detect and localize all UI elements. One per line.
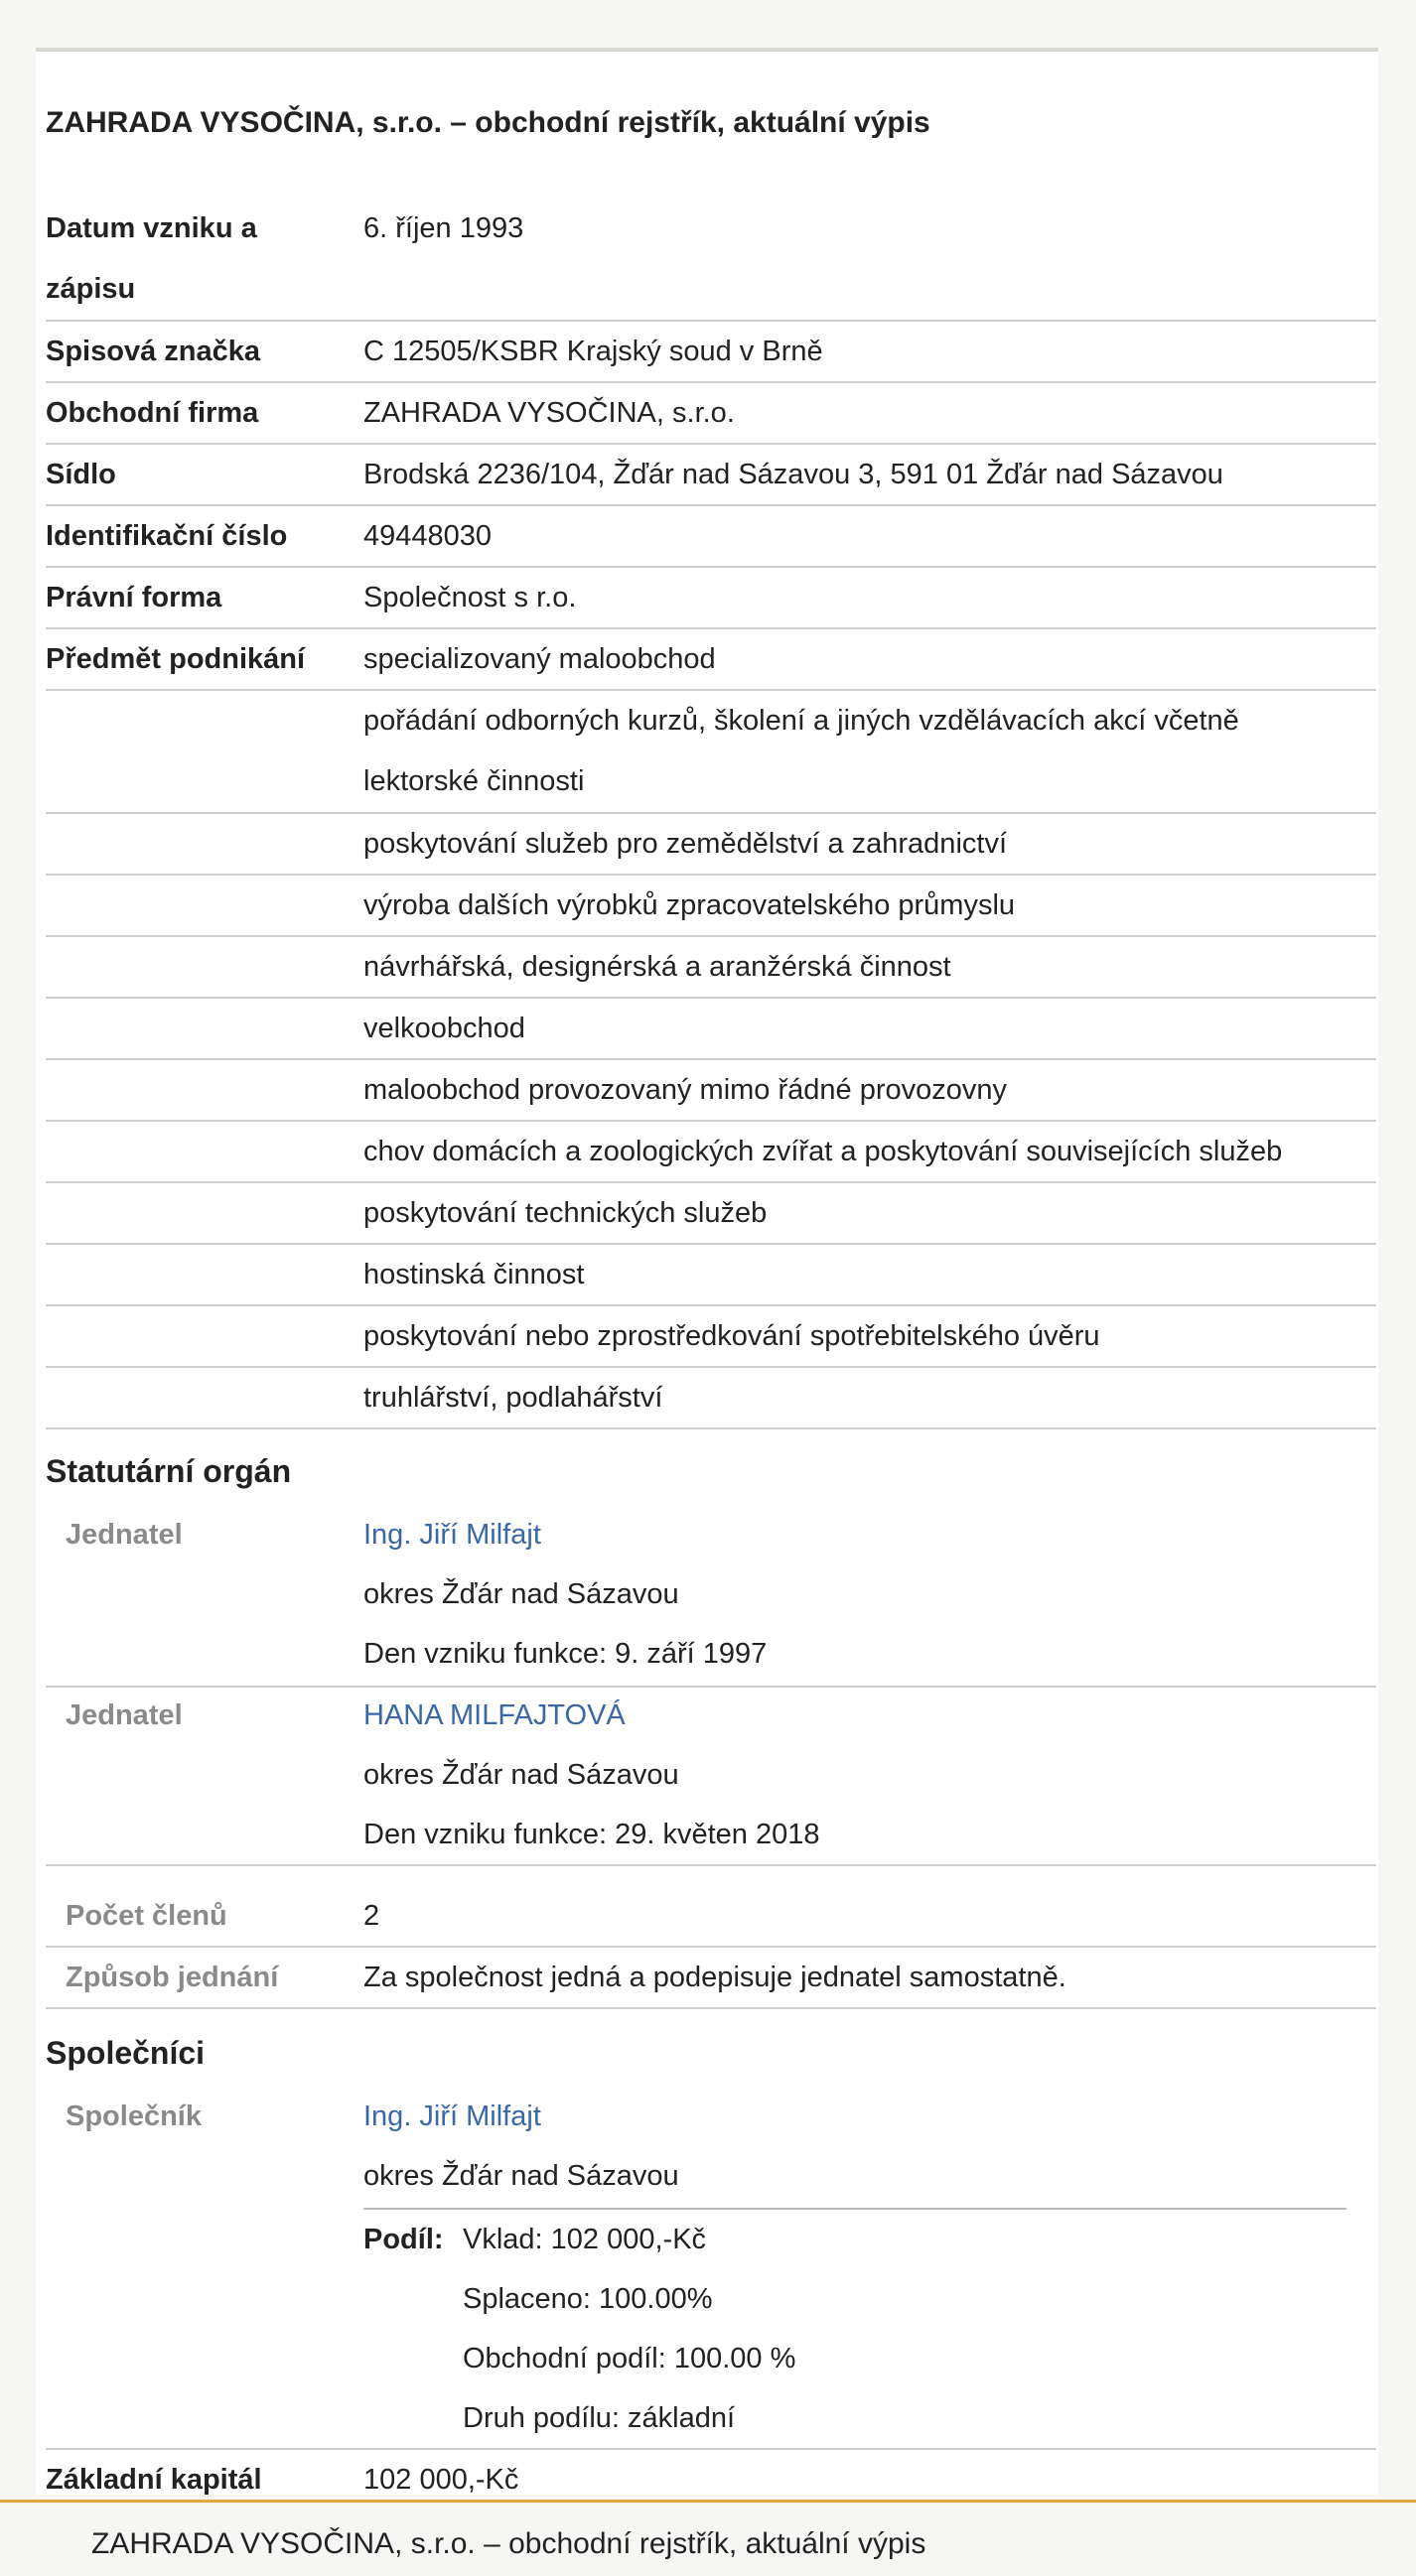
label-pravni-forma: Právní forma (46, 582, 222, 613)
jednatel-name-link[interactable]: HANA MILFAJTOVÁ (363, 1699, 626, 1731)
label-predmet-podnikani: Předmět podnikání (46, 643, 306, 675)
page-footer (0, 2500, 1416, 2576)
row-predmet-2 (46, 691, 1376, 814)
label-spolecnik: Společník (66, 2101, 202, 2132)
row-sidlo (46, 445, 1376, 506)
row-zpusob-jednani (46, 1948, 1376, 2009)
predmet-item: poskytování nebo zprostředkování spotřebitelského úvěru (363, 1320, 1100, 1352)
row-pocet-clenu (46, 1886, 1376, 1948)
predmet-item: truhlářství, podlahářství (363, 1382, 663, 1414)
predmet-item: velkoobchod (363, 1013, 525, 1044)
value-spisova-znacka: C 12505/KSBR Krajský soud v Brně (363, 336, 823, 367)
label-pocet-clenu: Počet členů (66, 1900, 227, 1932)
row-spisova-znacka (46, 322, 1376, 383)
podil-label: Podíl: (363, 2224, 444, 2255)
spolecnik-okres: okres Žďár nad Sázavou (363, 2160, 679, 2192)
row-predmet-3 (46, 814, 1376, 876)
predmet-item: pořádání odborných kurzů, školení a jiných vzdělávacích akcí včetně lektorské činnosti (363, 705, 1239, 797)
value-zakladni-kapital: 102 000,-Kč (363, 2464, 519, 2496)
row-jednatel (46, 1505, 1376, 1688)
row-obchodni-firma (46, 383, 1376, 445)
row-predmet-6 (46, 999, 1376, 1060)
podil-druh: Druh podílu: základní (463, 2402, 736, 2434)
predmet-item: hostinská činnost (363, 1259, 585, 1290)
label-jednatel: Jednatel (66, 1699, 183, 1731)
jednatel-funkce: Den vzniku funkce: 29. květen 2018 (363, 1819, 820, 1850)
value-zpusob-jednani: Za společnost jedná a podepisuje jednatel samostatně. (363, 1962, 1066, 1993)
podil-obchodni: Obchodní podíl: 100.00 % (463, 2343, 796, 2374)
row-predmet-11 (46, 1306, 1376, 1368)
label-identifikacni-cislo: Identifikační číslo (46, 520, 288, 552)
row-predmet-4 (46, 876, 1376, 937)
value-identifikacni-cislo: 49448030 (363, 520, 493, 552)
value-datum-vzniku: 6. říjen 1993 (363, 212, 524, 244)
row-jednatel (46, 1686, 1376, 1866)
label-zakladni-kapital: Základní kapitál (46, 2464, 262, 2496)
predmet-item: návrhářská, designérská a aranžérská činnost (363, 951, 951, 983)
label-obchodni-firma: Obchodní firma (46, 397, 259, 429)
label-zpusob-jednani: Způsob jednání (66, 1962, 279, 1993)
row-spolecnik (46, 2087, 1376, 2450)
value-pravni-forma: Společnost s r.o. (363, 582, 577, 613)
page-title: ZAHRADA VYSOČINA, s.r.o. – obchodní rejstřík, aktuální výpis (46, 106, 930, 139)
label-jednatel: Jednatel (66, 1519, 183, 1551)
podil-splaceno: Splaceno: 100.00% (463, 2283, 713, 2315)
footer-title: ZAHRADA VYSOČINA, s.r.o. – obchodní rejstřík, aktuální výpis (91, 2527, 926, 2560)
row-predmet-8 (46, 1122, 1376, 1183)
predmet-item: maloobchod provozovaný mimo řádné provozovny (363, 1074, 1008, 1106)
value-sidlo: Brodská 2236/104, Žďár nad Sázavou 3, 591 01 Žďár nad Sázavou (363, 459, 1223, 490)
label-datum-vzniku: Datum vzniku a zápisu (46, 212, 257, 305)
label-sidlo: Sídlo (46, 459, 116, 490)
predmet-item: výroba dalších výrobků zpracovatelského průmyslu (363, 889, 1016, 921)
row-predmet-12 (46, 1368, 1376, 1429)
jednatel-okres: okres Žďár nad Sázavou (363, 1578, 679, 1610)
row-datum-vzniku (46, 199, 1376, 322)
row-predmet-7 (46, 1060, 1376, 1122)
row-pravni-forma (46, 568, 1376, 629)
value-obchodni-firma: ZAHRADA VYSOČINA, s.r.o. (363, 397, 735, 429)
predmet-item: poskytování technických služeb (363, 1197, 768, 1229)
row-predmet-10 (46, 1245, 1376, 1306)
jednatel-funkce: Den vzniku funkce: 9. září 1997 (363, 1638, 768, 1670)
section-statutarni-organ: Statutární orgán (46, 1453, 292, 1489)
row-predmet-5 (46, 937, 1376, 999)
spolecnik-name-link[interactable]: Ing. Jiří Milfajt (363, 2101, 541, 2132)
jednatel-okres: okres Žďár nad Sázavou (363, 1759, 679, 1791)
predmet-item: chov domácích a zoologických zvířat a poskytování souvisejících služeb (363, 1136, 1283, 1167)
row-predmet-9 (46, 1183, 1376, 1245)
row-predmet-1 (46, 629, 1376, 691)
label-spisova-znacka: Spisová značka (46, 336, 260, 367)
jednatel-name-link[interactable]: Ing. Jiří Milfajt (363, 1519, 541, 1551)
predmet-item: poskytování služeb pro zemědělství a zahradnictví (363, 828, 1007, 860)
predmet-item: specializovaný maloobchod (363, 643, 716, 675)
extract-card (36, 48, 1378, 2496)
value-pocet-clenu: 2 (363, 1900, 380, 1932)
podil-vklad: Vklad: 102 000,-Kč (463, 2224, 707, 2255)
row-identifikacni-cislo (46, 506, 1376, 568)
section-spolecnici: Společníci (46, 2035, 206, 2071)
